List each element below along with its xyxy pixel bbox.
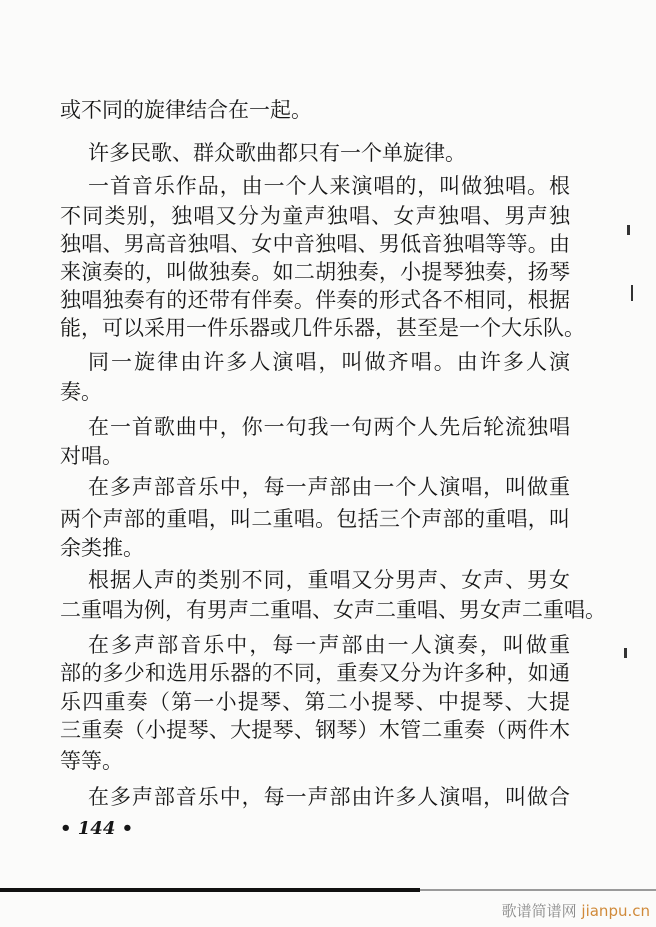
bottom-rule bbox=[0, 888, 420, 892]
text-line: 对唱。 bbox=[60, 444, 123, 468]
scan-mark bbox=[627, 225, 630, 235]
text-line: 根据人声的类别不同，重唱又分男声、女声、男女 bbox=[88, 568, 570, 592]
text-line: 三重奏（小提琴、大提琴、钢琴）木管二重奏（两件木 bbox=[60, 718, 570, 742]
scan-mark bbox=[624, 648, 627, 658]
text-line: 部的多少和选用乐器的不同，重奏又分为许多种，如通 bbox=[60, 661, 570, 685]
bottom-rule-faded bbox=[420, 889, 656, 891]
text-line: 两个声部的重唱，叫二重唱。包括三个声部的重唱，叫 bbox=[60, 507, 570, 531]
watermark bbox=[502, 900, 650, 921]
watermark-site: 歌谱简谱网 bbox=[501, 902, 577, 920]
text-line: 在一首歌曲中，你一句我一句两个人先后轮流独唱 bbox=[88, 415, 570, 439]
page-number: • 144 • bbox=[60, 818, 134, 839]
text-line: 乐四重奏（第一小提琴、第二小提琴、中提琴、大提 bbox=[60, 690, 570, 714]
text-line: 许多民歌、群众歌曲都只有一个单旋律。 bbox=[88, 141, 466, 165]
text-line: 奏。 bbox=[60, 380, 102, 404]
text-line: 在多声部音乐中，每一声部由一个人演唱，叫做重 bbox=[88, 475, 570, 499]
text-line: 能，可以采用一件乐器或几件乐器，甚至是一个大乐队。 bbox=[60, 316, 585, 340]
text-line: 一首音乐作品，由一个人来演唱的，叫做独唱。根 bbox=[88, 174, 570, 198]
text-line: 在多声部音乐中，每一声部由许多人演唱，叫做合 bbox=[88, 785, 570, 809]
text-line: 或不同的旋律结合在一起。 bbox=[60, 98, 312, 122]
text-line: 余类推。 bbox=[60, 536, 144, 560]
text-line: 二重唱为例，有男声二重唱、女声二重唱、男女声二重唱。 bbox=[60, 598, 606, 622]
text-line: 不同类别，独唱又分为童声独唱、女声独唱、男声独 bbox=[60, 204, 570, 228]
text-line: 同一旋律由许多人演唱，叫做齐唱。由许多人演 bbox=[88, 350, 570, 374]
watermark-domain: jianpu.cn bbox=[581, 902, 650, 920]
text-line: 独唱独奏有的还带有伴奏。伴奏的形式各不相同，根据 bbox=[60, 288, 570, 312]
text-line: 在多声部音乐中，每一声部由一人演奏，叫做重 bbox=[88, 633, 570, 657]
text-line: 来演奏的，叫做独奏。如二胡独奏，小提琴独奏，扬琴 bbox=[60, 260, 570, 284]
scan-mark bbox=[631, 285, 633, 301]
text-line: 独唱、男高音独唱、女中音独唱、男低音独唱等等。由 bbox=[60, 232, 570, 256]
text-line: 等等。 bbox=[60, 749, 123, 773]
